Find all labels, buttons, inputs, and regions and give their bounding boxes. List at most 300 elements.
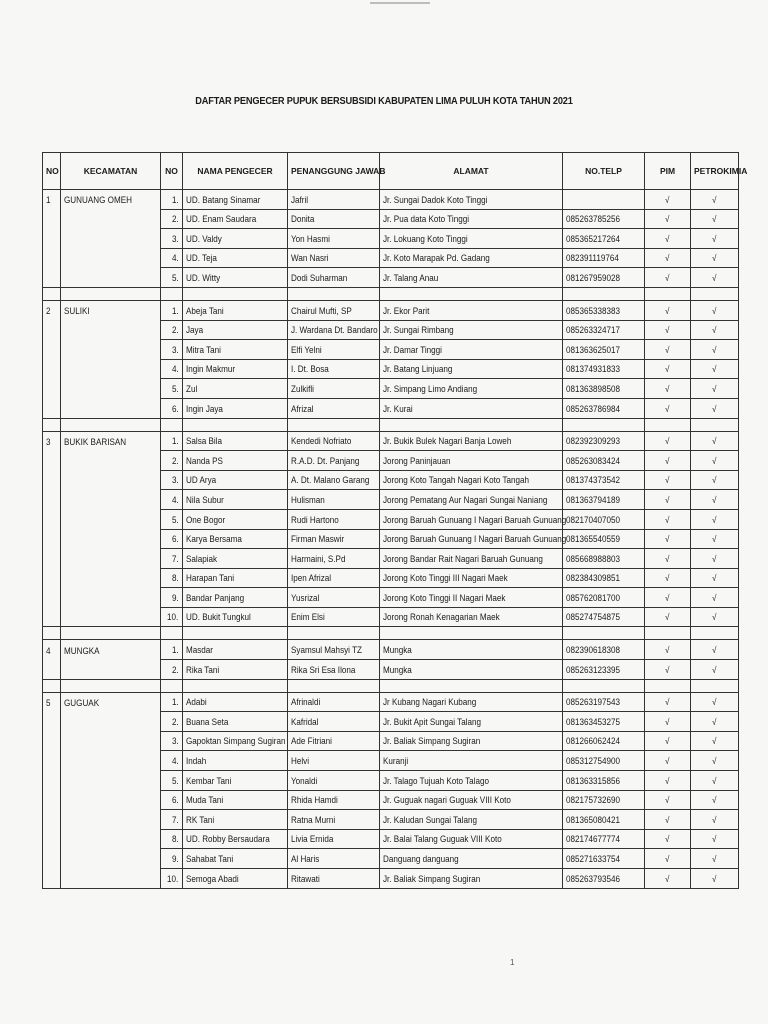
- nama-pengecer-cell: [183, 431, 288, 451]
- penanggung-jawab-cell: [288, 731, 380, 751]
- no-telp-cell: [563, 509, 645, 529]
- kecamatan-no-cell: [43, 790, 61, 810]
- alamat-cell-text: Jorong Bandar Rait Nagari Baruah Gunuang: [383, 553, 543, 564]
- alamat-cell-text: Jr. Baliak Simpang Sugiran: [383, 736, 481, 747]
- row-number-cell: [161, 398, 183, 418]
- nama-pengecer-cell-text: Nanda PS: [186, 455, 223, 466]
- kecamatan-cell: [61, 190, 161, 210]
- alamat-cell: [380, 751, 563, 771]
- nama-pengecer-cell: [183, 300, 288, 320]
- petrokimia-check-cell-text: √: [712, 214, 717, 225]
- alamat-cell-text: Jr. Kurai: [383, 403, 413, 414]
- spacer-cell: [645, 418, 691, 431]
- kecamatan-no-cell: [43, 692, 61, 712]
- petrokimia-check-cell: [691, 588, 739, 608]
- spacer-cell: [645, 287, 691, 300]
- pim-check-cell: [645, 529, 691, 549]
- kecamatan-cell: [61, 320, 161, 340]
- alamat-cell-text: Jorong Baruah Gunuang I Nagari Baruah Gunuang: [383, 514, 567, 525]
- alamat-cell: [380, 829, 563, 849]
- spacer-cell: [563, 679, 645, 692]
- alamat-cell: [380, 398, 563, 418]
- spacer-cell: [61, 287, 161, 300]
- nama-pengecer-cell: [183, 340, 288, 360]
- petrokimia-check-cell-text: √: [712, 383, 717, 394]
- alamat-cell: [380, 320, 563, 340]
- pim-check-cell: [645, 431, 691, 451]
- no-telp-cell: [563, 209, 645, 229]
- table-row: [43, 248, 739, 268]
- alamat-cell: [380, 790, 563, 810]
- alamat-cell: [380, 731, 563, 751]
- petrokimia-check-cell-text: √: [712, 344, 717, 355]
- alamat-cell-text: Jr. Baliak Simpang Sugiran: [383, 873, 481, 884]
- alamat-cell-text: Jr. Guguak nagari Guguak VIII Koto: [383, 795, 511, 806]
- alamat-cell-text: Jr. Ekor Parit: [383, 305, 430, 316]
- alamat-cell-text: Jr. Simpang Limo Andiang: [383, 383, 478, 394]
- table-row: [43, 692, 739, 712]
- nama-pengecer-cell: [183, 568, 288, 588]
- alamat-cell: [380, 470, 563, 490]
- penanggung-jawab-cell-text: Rika Sri Esa Ilona: [291, 664, 356, 675]
- petrokimia-check-cell: [691, 359, 739, 379]
- spacer-cell: [161, 418, 183, 431]
- no-telp-cell: [563, 268, 645, 288]
- penanggung-jawab-cell: [288, 431, 380, 451]
- no-telp-cell: [563, 529, 645, 549]
- table-row: [43, 229, 739, 249]
- pim-check-cell: [645, 451, 691, 471]
- spacer-cell: [61, 627, 161, 640]
- kecamatan-cell: [61, 549, 161, 569]
- no-telp-cell: [563, 248, 645, 268]
- pim-check-cell: [645, 829, 691, 849]
- nama-pengecer-cell-text: Salapiak: [186, 553, 218, 564]
- petrokimia-check-cell-text: √: [712, 455, 717, 466]
- petrokimia-check-cell-text: √: [712, 736, 717, 747]
- row-number-cell: [161, 660, 183, 680]
- kecamatan-cell: [61, 607, 161, 627]
- nama-pengecer-cell-text: Muda Tani: [186, 795, 224, 806]
- kecamatan-no-cell: [43, 568, 61, 588]
- pim-check-cell: [645, 268, 691, 288]
- nama-pengecer-cell-text: UD Arya: [186, 475, 217, 486]
- row-number-cell-text: 10.: [167, 873, 179, 884]
- spacer-cell: [288, 679, 380, 692]
- pim-check-cell: [645, 607, 691, 627]
- row-number-cell-text: 5.: [172, 775, 180, 786]
- alamat-cell: [380, 640, 563, 660]
- spacer-cell: [183, 627, 288, 640]
- nama-pengecer-cell-text: Jaya: [186, 325, 204, 336]
- alamat-cell-text: Jr. Lokuang Koto Tinggi: [383, 233, 468, 244]
- petrokimia-check-cell: [691, 692, 739, 712]
- no-telp-cell-text: 085668988803: [566, 553, 621, 564]
- nama-pengecer-cell-text: Bandar Panjang: [186, 592, 245, 603]
- penanggung-jawab-cell-text: Rudi Hartono: [291, 514, 339, 525]
- kecamatan-no-cell: [43, 731, 61, 751]
- scan-artifact: [370, 2, 430, 4]
- kecamatan-no-cell: [43, 549, 61, 569]
- pim-check-cell-text: √: [665, 612, 670, 623]
- no-telp-cell-text: 082174677774: [566, 834, 621, 845]
- no-telp-cell: [563, 731, 645, 751]
- penanggung-jawab-cell-text: I. Dt. Bosa: [291, 364, 329, 375]
- petrokimia-check-cell: [691, 209, 739, 229]
- petrokimia-check-cell-text: √: [712, 553, 717, 564]
- nama-pengecer-cell-text: Kembar Tani: [186, 775, 232, 786]
- table-header-row: [43, 153, 739, 190]
- kecamatan-cell: [61, 451, 161, 471]
- pim-check-cell-text: √: [665, 494, 670, 505]
- penanggung-jawab-cell-text: Rhida Hamdi: [291, 795, 338, 806]
- pim-check-cell-text: √: [665, 214, 670, 225]
- pim-check-cell-text: √: [665, 697, 670, 708]
- nama-pengecer-cell: [183, 398, 288, 418]
- petrokimia-check-cell: [691, 340, 739, 360]
- nama-pengecer-cell-text: Harapan Tani: [186, 573, 235, 584]
- kecamatan-no-cell: [43, 209, 61, 229]
- alamat-cell-text: Jr. Koto Marapak Pd. Gadang: [383, 253, 490, 264]
- penanggung-jawab-cell-text: Yon Hasmi: [291, 233, 330, 244]
- header-no-telp: NO.TELP: [563, 153, 645, 190]
- penanggung-jawab-cell-text: Dodi Suharman: [291, 272, 348, 283]
- table-row: [43, 529, 739, 549]
- alamat-cell-text: Jr. Talang Anau: [383, 272, 439, 283]
- spacer-row: [43, 679, 739, 692]
- pim-check-cell: [645, 190, 691, 210]
- penanggung-jawab-cell: [288, 340, 380, 360]
- table-row: [43, 398, 739, 418]
- pim-check-cell: [645, 660, 691, 680]
- row-number-cell-text: 4.: [172, 756, 180, 767]
- nama-pengecer-cell-text: One Bogor: [186, 514, 226, 525]
- header-no-2: NO: [161, 153, 183, 190]
- petrokimia-check-cell-text: √: [712, 873, 717, 884]
- row-number-cell-text: 6.: [172, 534, 180, 545]
- petrokimia-check-cell: [691, 509, 739, 529]
- no-telp-cell-text: 085762081700: [566, 592, 621, 603]
- row-number-cell-text: 4.: [172, 253, 180, 264]
- row-number-cell: [161, 731, 183, 751]
- nama-pengecer-cell: [183, 320, 288, 340]
- table-row: [43, 849, 739, 869]
- alamat-cell-text: Jorong Ronah Kenagarian Maek: [383, 612, 500, 623]
- penanggung-jawab-cell: [288, 829, 380, 849]
- alamat-cell: [380, 359, 563, 379]
- petrokimia-check-cell-text: √: [712, 436, 717, 447]
- penanggung-jawab-cell-text: R.A.D. Dt. Panjang: [291, 455, 360, 466]
- spacer-cell: [43, 287, 61, 300]
- petrokimia-check-cell-text: √: [712, 364, 717, 375]
- petrokimia-check-cell-text: √: [712, 697, 717, 708]
- no-telp-cell-text: 082390618308: [566, 645, 621, 656]
- alamat-cell-text: Kuranji: [383, 756, 409, 767]
- row-number-cell: [161, 771, 183, 791]
- nama-pengecer-cell-text: UD. Valdy: [186, 233, 222, 244]
- row-number-cell: [161, 190, 183, 210]
- alamat-cell: [380, 712, 563, 732]
- spacer-cell: [645, 627, 691, 640]
- header-kecamatan: KECAMATAN: [61, 153, 161, 190]
- pim-check-cell-text: √: [665, 834, 670, 845]
- penanggung-jawab-cell: [288, 190, 380, 210]
- table-row: [43, 751, 739, 771]
- penanggung-jawab-cell-text: Ade Fitriani: [291, 736, 332, 747]
- row-number-cell: [161, 790, 183, 810]
- row-number-cell: [161, 829, 183, 849]
- table-row: [43, 190, 739, 210]
- nama-pengecer-cell: [183, 588, 288, 608]
- penanggung-jawab-cell: [288, 470, 380, 490]
- petrokimia-check-cell: [691, 849, 739, 869]
- no-telp-cell: [563, 712, 645, 732]
- row-number-cell: [161, 359, 183, 379]
- kecamatan-no-cell: [43, 529, 61, 549]
- table-row: [43, 712, 739, 732]
- petrokimia-check-cell: [691, 660, 739, 680]
- nama-pengecer-cell-text: Karya Bersama: [186, 534, 242, 545]
- kecamatan-cell: [61, 470, 161, 490]
- kecamatan-cell: [61, 849, 161, 869]
- penanggung-jawab-cell-text: Kafridal: [291, 716, 319, 727]
- row-number-cell-text: 2.: [172, 716, 180, 727]
- nama-pengecer-cell-text: Mitra Tani: [186, 344, 221, 355]
- alamat-cell-text: Danguang danguang: [383, 854, 459, 864]
- spacer-cell: [691, 418, 739, 431]
- pim-check-cell: [645, 849, 691, 869]
- penanggung-jawab-cell: [288, 248, 380, 268]
- petrokimia-check-cell: [691, 451, 739, 471]
- nama-pengecer-cell: [183, 771, 288, 791]
- kecamatan-no-cell: [43, 490, 61, 510]
- kecamatan-cell: [61, 810, 161, 830]
- no-telp-cell-text: 081266062424: [566, 736, 621, 747]
- table-row: [43, 660, 739, 680]
- penanggung-jawab-cell: [288, 379, 380, 399]
- spacer-row: [43, 627, 739, 640]
- nama-pengecer-cell: [183, 509, 288, 529]
- petrokimia-check-cell-text: √: [712, 253, 717, 264]
- pim-check-cell-text: √: [665, 436, 670, 447]
- petrokimia-check-cell-text: √: [712, 664, 717, 675]
- penanggung-jawab-cell-text: Zulkifli: [291, 383, 314, 394]
- row-number-cell: [161, 869, 183, 889]
- row-number-cell: [161, 431, 183, 451]
- pim-check-cell: [645, 771, 691, 791]
- kecamatan-cell-text: GUGUAK: [64, 697, 100, 708]
- nama-pengecer-cell: [183, 359, 288, 379]
- row-number-cell-text: 7.: [172, 814, 180, 825]
- alamat-cell-text: Jr. Bukit Apit Sungai Talang: [383, 716, 482, 727]
- pim-check-cell-text: √: [665, 795, 670, 806]
- alamat-cell: [380, 660, 563, 680]
- pim-check-cell-text: √: [665, 194, 670, 205]
- pim-check-cell: [645, 509, 691, 529]
- penanggung-jawab-cell: [288, 209, 380, 229]
- header-penanggung-jawab: PENANGGUNG JAWAB: [288, 153, 380, 190]
- no-telp-cell-text: 081365080421: [566, 814, 621, 825]
- petrokimia-check-cell-text: √: [712, 592, 717, 603]
- kecamatan-cell: [61, 869, 161, 889]
- pim-check-cell: [645, 692, 691, 712]
- petrokimia-check-cell-text: √: [712, 325, 717, 336]
- petrokimia-check-cell-text: √: [712, 573, 717, 584]
- pim-check-cell: [645, 731, 691, 751]
- petrokimia-check-cell: [691, 640, 739, 660]
- kecamatan-cell: [61, 790, 161, 810]
- kecamatan-cell: [61, 771, 161, 791]
- spacer-row: [43, 418, 739, 431]
- kecamatan-no-cell: [43, 300, 61, 320]
- pim-check-cell-text: √: [665, 854, 670, 864]
- penanggung-jawab-cell: [288, 568, 380, 588]
- alamat-cell-text: Jorong Koto Tinggi II Nagari Maek: [383, 592, 506, 603]
- pim-check-cell-text: √: [665, 873, 670, 884]
- no-telp-cell-text: 081267959028: [566, 272, 621, 283]
- row-number-cell-text: 5.: [172, 514, 180, 525]
- kecamatan-no-cell: [43, 248, 61, 268]
- kecamatan-no-cell: [43, 398, 61, 418]
- penanggung-jawab-cell: [288, 529, 380, 549]
- row-number-cell-text: 1.: [172, 194, 180, 205]
- penanggung-jawab-cell-text: Jafril: [291, 194, 309, 205]
- row-number-cell-text: 1.: [172, 697, 180, 708]
- penanggung-jawab-cell-text: Kendedi Nofriato: [291, 436, 352, 447]
- penanggung-jawab-cell: [288, 509, 380, 529]
- petrokimia-check-cell-text: √: [712, 305, 717, 316]
- no-telp-cell: [563, 849, 645, 869]
- row-number-cell: [161, 229, 183, 249]
- alamat-cell: [380, 300, 563, 320]
- no-telp-cell-text: 085263786984: [566, 403, 621, 414]
- alamat-cell-text: Jorong Koto Tangah Nagari Koto Tangah: [383, 475, 530, 486]
- no-telp-cell: [563, 300, 645, 320]
- alamat-cell-text: Mungka: [383, 664, 412, 675]
- penanggung-jawab-cell: [288, 790, 380, 810]
- row-number-cell-text: 1.: [172, 436, 180, 447]
- kecamatan-cell: [61, 731, 161, 751]
- row-number-cell: [161, 340, 183, 360]
- kecamatan-no-cell: [43, 660, 61, 680]
- row-number-cell: [161, 268, 183, 288]
- row-number-cell-text: 9.: [172, 592, 180, 603]
- alamat-cell: [380, 810, 563, 830]
- nama-pengecer-cell-text: UD. Robby Bersaudara: [186, 834, 270, 845]
- petrokimia-check-cell-text: √: [712, 775, 717, 786]
- row-number-cell: [161, 692, 183, 712]
- alamat-cell: [380, 490, 563, 510]
- nama-pengecer-cell: [183, 229, 288, 249]
- penanggung-jawab-cell: [288, 810, 380, 830]
- no-telp-cell-text: 085365217264: [566, 233, 621, 244]
- penanggung-jawab-cell: [288, 320, 380, 340]
- table-row: [43, 607, 739, 627]
- nama-pengecer-cell-text: Sahabat Tani: [186, 854, 234, 864]
- alamat-cell: [380, 268, 563, 288]
- kecamatan-cell: [61, 751, 161, 771]
- kecamatan-no-cell: [43, 640, 61, 660]
- kecamatan-no-cell: [43, 829, 61, 849]
- petrokimia-check-cell: [691, 190, 739, 210]
- alamat-cell-text: Jorong Koto Tinggi III Nagari Maek: [383, 573, 508, 584]
- petrokimia-check-cell-text: √: [712, 475, 717, 486]
- kecamatan-cell-text: SULIKI: [64, 306, 90, 317]
- kecamatan-cell: [61, 660, 161, 680]
- no-telp-cell-text: 085263123395: [566, 664, 621, 675]
- kecamatan-cell: [61, 529, 161, 549]
- pim-check-cell-text: √: [665, 253, 670, 264]
- no-telp-cell-text: 085365338383: [566, 305, 621, 316]
- kecamatan-cell: [61, 300, 161, 320]
- nama-pengecer-cell-text: Salsa Bila: [186, 436, 223, 447]
- kecamatan-cell: [61, 248, 161, 268]
- kecamatan-no-cell: [43, 607, 61, 627]
- alamat-cell: [380, 529, 567, 549]
- no-telp-cell: [563, 829, 645, 849]
- petrokimia-check-cell: [691, 790, 739, 810]
- no-telp-cell: [563, 588, 645, 608]
- spacer-cell: [691, 287, 739, 300]
- table-row: [43, 810, 739, 830]
- table-row: [43, 829, 739, 849]
- petrokimia-check-cell-text: √: [712, 612, 717, 623]
- petrokimia-check-cell-text: √: [712, 716, 717, 727]
- spacer-cell: [691, 627, 739, 640]
- kecamatan-no-cell: [43, 431, 61, 451]
- pim-check-cell-text: √: [665, 272, 670, 283]
- penanggung-jawab-cell-text: Wan Nasri: [291, 253, 329, 264]
- pim-check-cell: [645, 869, 691, 889]
- table-row: [43, 320, 739, 340]
- no-telp-cell: [563, 451, 645, 471]
- pim-check-cell: [645, 712, 691, 732]
- row-number-cell: [161, 849, 183, 869]
- no-telp-cell: [563, 790, 645, 810]
- nama-pengecer-cell: [183, 712, 288, 732]
- alamat-cell-text: Jr Kubang Nagari Kubang: [383, 697, 477, 708]
- penanggung-jawab-cell: [288, 869, 380, 889]
- nama-pengecer-cell-text: Ingin Makmur: [186, 364, 236, 375]
- row-number-cell: [161, 751, 183, 771]
- penanggung-jawab-cell-text: Harmaini, S.Pd: [291, 553, 346, 564]
- kecamatan-no-cell: [43, 379, 61, 399]
- kecamatan-no-cell: [43, 849, 61, 869]
- table-row: [43, 549, 739, 569]
- alamat-cell-text: Jr. Batang Linjuang: [383, 364, 453, 375]
- row-number-cell: [161, 320, 183, 340]
- row-number-cell: [161, 640, 183, 660]
- row-number-cell-text: 10.: [167, 612, 179, 623]
- penanggung-jawab-cell-text: Ratna Murni: [291, 814, 336, 825]
- no-telp-cell-text: 081374373542: [566, 475, 621, 486]
- penanggung-jawab-cell-text: Enim Elsi: [291, 612, 325, 623]
- alamat-cell-text: Jr. Sungai Rimbang: [383, 325, 454, 336]
- alamat-cell: [380, 190, 563, 210]
- table-row: [43, 379, 739, 399]
- nama-pengecer-cell: [183, 640, 288, 660]
- row-number-cell: [161, 549, 183, 569]
- penanggung-jawab-cell: [288, 359, 380, 379]
- penanggung-jawab-cell-text: Helvi: [291, 756, 310, 767]
- alamat-cell-text: Jr. Talago Tujuah Koto Talago: [383, 775, 489, 786]
- petrokimia-check-cell: [691, 379, 739, 399]
- pim-check-cell: [645, 640, 691, 660]
- no-telp-cell: [563, 869, 645, 889]
- spacer-cell: [563, 418, 645, 431]
- kecamatan-no-cell-text: 2: [46, 306, 51, 317]
- kecamatan-no-cell-text: 4: [46, 645, 51, 656]
